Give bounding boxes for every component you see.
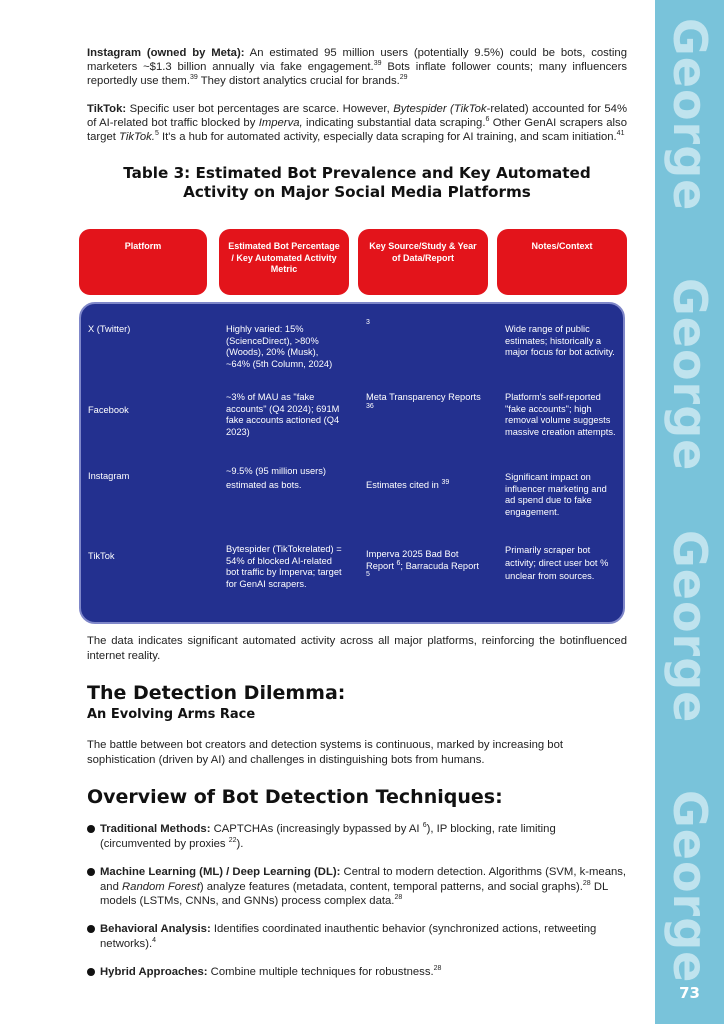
header-source: Key Source/Study & Year of Data/Report [358, 229, 488, 295]
citation: 5 [154, 130, 159, 138]
cell-source [366, 480, 484, 492]
table-body [79, 302, 625, 624]
text: ), IP blocking, rate limiting (circumvented by proxies [100, 823, 556, 850]
bullet-icon [87, 868, 95, 876]
citation: 39 [441, 478, 450, 486]
cell-platform: Instagram [88, 471, 130, 481]
cell-platform: X (Twitter) [88, 324, 131, 334]
cell-metric: Bytespider (TikTokrelated) = 54% of blocked AI-related bot traffic by Imperva; target for GenAI scrapers. [226, 544, 342, 589]
bullet-icon [87, 925, 95, 933]
citation: 3 [366, 318, 370, 326]
header-notes: Notes/Context [497, 229, 627, 295]
brand-watermark: George [663, 278, 717, 472]
text: ; Barracuda Report [400, 560, 479, 571]
text: Other GenAI scrapers also target [87, 117, 627, 143]
table-header-row [79, 229, 627, 295]
text: It's a hub for automated activity, especially data scraping for AI training, and scam initiation. [158, 131, 617, 143]
citation: 28 [394, 894, 403, 902]
list-item [87, 965, 627, 980]
bullet-icon [87, 968, 95, 976]
citation: 22 [228, 836, 237, 844]
main-content [87, 46, 627, 202]
cell-notes: Platform's self-reported "fake accounts"; high removal volume suggests massive creation attempts. [505, 392, 616, 437]
italic-text: Bytespider (TikTok [393, 103, 487, 115]
cell-source [366, 549, 484, 584]
cell-metric: ~3% of MAU as "fake accounts" (Q4 2024); 691M fake accounts actioned (Q4 2023) [226, 392, 340, 437]
text: Bots inflate follower counts; many influencers reportedly use them. [87, 61, 627, 87]
bullet-lead: Hybrid Approaches: [100, 966, 208, 978]
citation: 36 [366, 402, 374, 410]
citation: 6 [485, 116, 490, 124]
citation: 5 [366, 571, 370, 579]
text: An estimated 95 million users (potentially 9.5%) could be bots, costing marketers ~$1.3 billion annually via fake engagement. [87, 47, 627, 73]
bullet-lead: Traditional Methods: [100, 823, 211, 835]
citation: 4 [152, 936, 157, 944]
table-title-line: Activity on Major Social Media Platforms [183, 183, 531, 201]
brand-watermark: George [663, 790, 717, 984]
citation: 6 [396, 559, 401, 567]
cell-platform: Facebook [88, 405, 129, 415]
table-summary: The data indicates significant automated activity across all major platforms, reinforcing the botinfluenced internet reality. [87, 635, 627, 662]
text: Estimates cited in [366, 480, 439, 490]
brand-watermark: George [663, 530, 717, 724]
citation: 41 [616, 130, 625, 138]
text: ). [236, 837, 244, 850]
citation: 6 [422, 822, 427, 830]
citation: 28 [582, 879, 591, 887]
bullet-lead: Behavioral Analysis: [100, 923, 211, 935]
cell-notes: Significant impact on influencer marketing and ad spend due to fake engagement. [505, 472, 607, 517]
bullet-lead: Machine Learning (ML) / Deep Learning (DL): [100, 866, 341, 878]
cell-source [366, 320, 486, 332]
italic-text: TikTok. [119, 131, 155, 143]
cell-metric: ~9.5% (95 million users) estimated as bots. [226, 466, 326, 490]
text: DL models (LSTMs, CNNs, and GNNs) process complex data. [100, 880, 608, 907]
table-title [87, 164, 627, 202]
cell-notes: Wide range of public estimates; historically a major focus for bot activity. [505, 324, 615, 358]
brand-watermark: George [663, 18, 717, 212]
instagram-paragraph [87, 46, 627, 88]
text: ) analyze features (metadata, content, temporal patterns, and social graphs). [199, 880, 583, 893]
list-item [87, 865, 627, 909]
text: Meta Transparency Reports [366, 392, 481, 402]
text: Imperva 2025 Bad Bot Report [366, 549, 459, 571]
text: Identifies coordinated inauthentic behavior (synchronized actions, retweeting networks). [100, 923, 597, 950]
text: -related) accounted for 54% of AI-related bot traffic blocked by [87, 103, 627, 129]
header-metric: Estimated Bot Percentage / Key Automated Activity Metric [219, 229, 349, 295]
list-item [87, 922, 627, 951]
cell-notes: Primarily scraper bot activity; direct user bot % unclear from sources. [505, 545, 609, 581]
table-title-line: Table 3: Estimated Bot Prevalence and Key Automated [123, 164, 591, 182]
tiktok-paragraph [87, 102, 627, 144]
cell-metric: Highly varied: 15% (ScienceDirect), >80% (Woods), 20% (Musk), ~64% (5th Column, 2024) [226, 324, 333, 369]
instagram-lead: Instagram (owned by Meta): [87, 47, 245, 59]
text: Central to modern detection. Algorithms (SVM, k-means, and [100, 866, 627, 893]
citation: 28 [433, 965, 442, 973]
section-intro: The battle between bot creators and detection systems is continuous, marked by increasing bot sophistication (driven by AI) and challenges in distinguishing bots from humans. [87, 739, 563, 766]
italic-text: Random Forest [122, 880, 200, 893]
italic-text: Imperva, [258, 117, 303, 129]
citation: 39 [373, 60, 382, 68]
text: Specific user bot percentages are scarce. However, [126, 103, 394, 115]
section-title: The Detection Dilemma: [87, 682, 346, 704]
cell-platform: TikTok [88, 551, 115, 561]
techniques-title: Overview of Bot Detection Techniques: [87, 786, 503, 808]
text: CAPTCHAs (increasingly bypassed by AI [210, 823, 423, 835]
text: indicating substantial data scraping. [302, 117, 486, 129]
sidebar [655, 0, 724, 1024]
citation: 29 [399, 74, 408, 82]
text: Combine multiple techniques for robustness. [207, 966, 434, 978]
tiktok-lead: TikTok: [87, 103, 127, 115]
header-platform: Platform [79, 229, 207, 295]
list-item [87, 822, 627, 851]
section-subtitle: An Evolving Arms Race [87, 707, 256, 722]
citation: 39 [189, 74, 198, 82]
bullet-icon [87, 825, 95, 833]
page-number: 73 [679, 984, 700, 1002]
text: They distort analytics crucial for brands. [197, 75, 400, 87]
cell-source [366, 392, 484, 415]
